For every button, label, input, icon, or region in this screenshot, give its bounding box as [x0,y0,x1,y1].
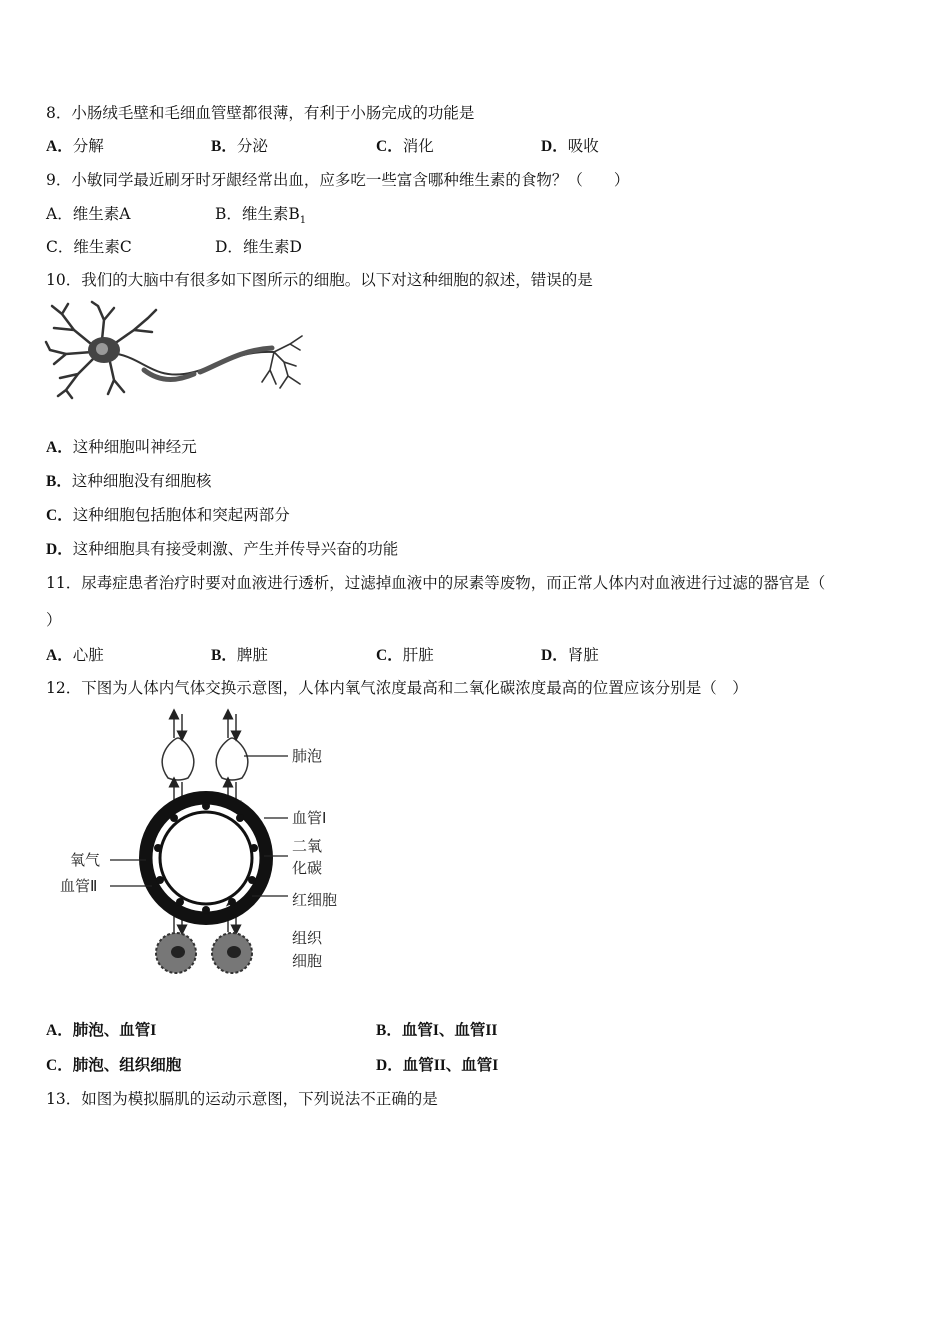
q9-option-d[interactable]: D．维生素D [215,238,302,256]
q9-option-a[interactable]: A．维生素A [46,205,131,223]
alveolus-right [216,738,248,780]
q11-option-a[interactable]: A．心脏 [46,646,104,664]
q12-option-b[interactable]: B．血管I、血管II [376,1022,498,1039]
q12-option-a[interactable]: A．肺泡、血管I [46,1022,157,1039]
question-11-stem: 11．尿毒症患者治疗时要对血液进行透析，过滤掉血液中的尿素等废物，而正常人体内对血液进行过滤的器官是（ [46,574,826,592]
label-red-blood-cell: 红细胞 [292,891,338,909]
q8-option-b[interactable]: B．分泌 [211,137,268,155]
question-8-stem: 8．小肠绒毛壁和毛细血管壁都很薄，有利于小肠完成的功能是 [46,104,475,122]
label-tissue-line2: 细胞 [292,952,323,970]
label-co2-line2: 化碳 [292,859,323,877]
label-vessel-2: 血管Ⅱ [60,877,98,895]
q8-option-d[interactable]: D．吸收 [541,137,599,155]
label-vessel-1: 血管Ⅰ [292,809,327,827]
q9-option-b[interactable]: B．维生素$B_1$ [215,205,307,227]
label-oxygen: 氧气 [70,851,101,869]
question-13-stem: 13．如图为模拟膈肌的运动示意图，下列说法不正确的是 [46,1090,438,1108]
neuron-figure [44,300,308,400]
q12-option-c[interactable]: C．肺泡、组织细胞 [46,1057,182,1074]
q11-option-d[interactable]: D．肾脏 [541,646,599,664]
q12-option-d[interactable]: D．血管II、血管I [376,1057,499,1074]
q10-option-d[interactable]: D．这种细胞具有接受刺激、产生并传导兴奋的功能 [46,540,399,558]
label-tissue-line1: 组织 [292,929,323,947]
q11-option-b[interactable]: B．脾脏 [211,646,268,664]
question-10-stem: 10．我们的大脑中有很多如下图所示的细胞。以下对这种细胞的叙述，错误的是 [46,271,593,289]
alveolus-left [162,738,194,780]
gas-exchange-diagram [56,708,356,988]
question-9-stem: 9．小敏同学最近刷牙时牙龈经常出血，应多吃一些富含哪种维生素的食物？（ ） [46,171,630,189]
question-11-stem-continued: ） [46,611,62,629]
q10-option-b[interactable]: B．这种细胞没有细胞核 [46,472,212,490]
q9-option-c[interactable]: C．维生素C [46,238,132,256]
question-12-stem: 12．下图为人体内气体交换示意图，人体内氧气浓度最高和二氧化碳浓度最高的位置应该分别是（ ） [46,679,748,697]
q10-option-c[interactable]: C．这种细胞包括胞体和突起两部分 [46,506,290,524]
label-alveolus: 肺泡 [292,747,323,765]
q10-option-a[interactable]: A．这种细胞叫神经元 [46,438,197,456]
label-co2-line1: 二氧 [292,837,323,855]
q8-option-a[interactable]: A．分解 [46,137,104,155]
q8-option-c[interactable]: C．消化 [376,137,434,155]
tissue-cells [156,933,252,973]
q11-option-c[interactable]: C．肝脏 [376,646,434,664]
